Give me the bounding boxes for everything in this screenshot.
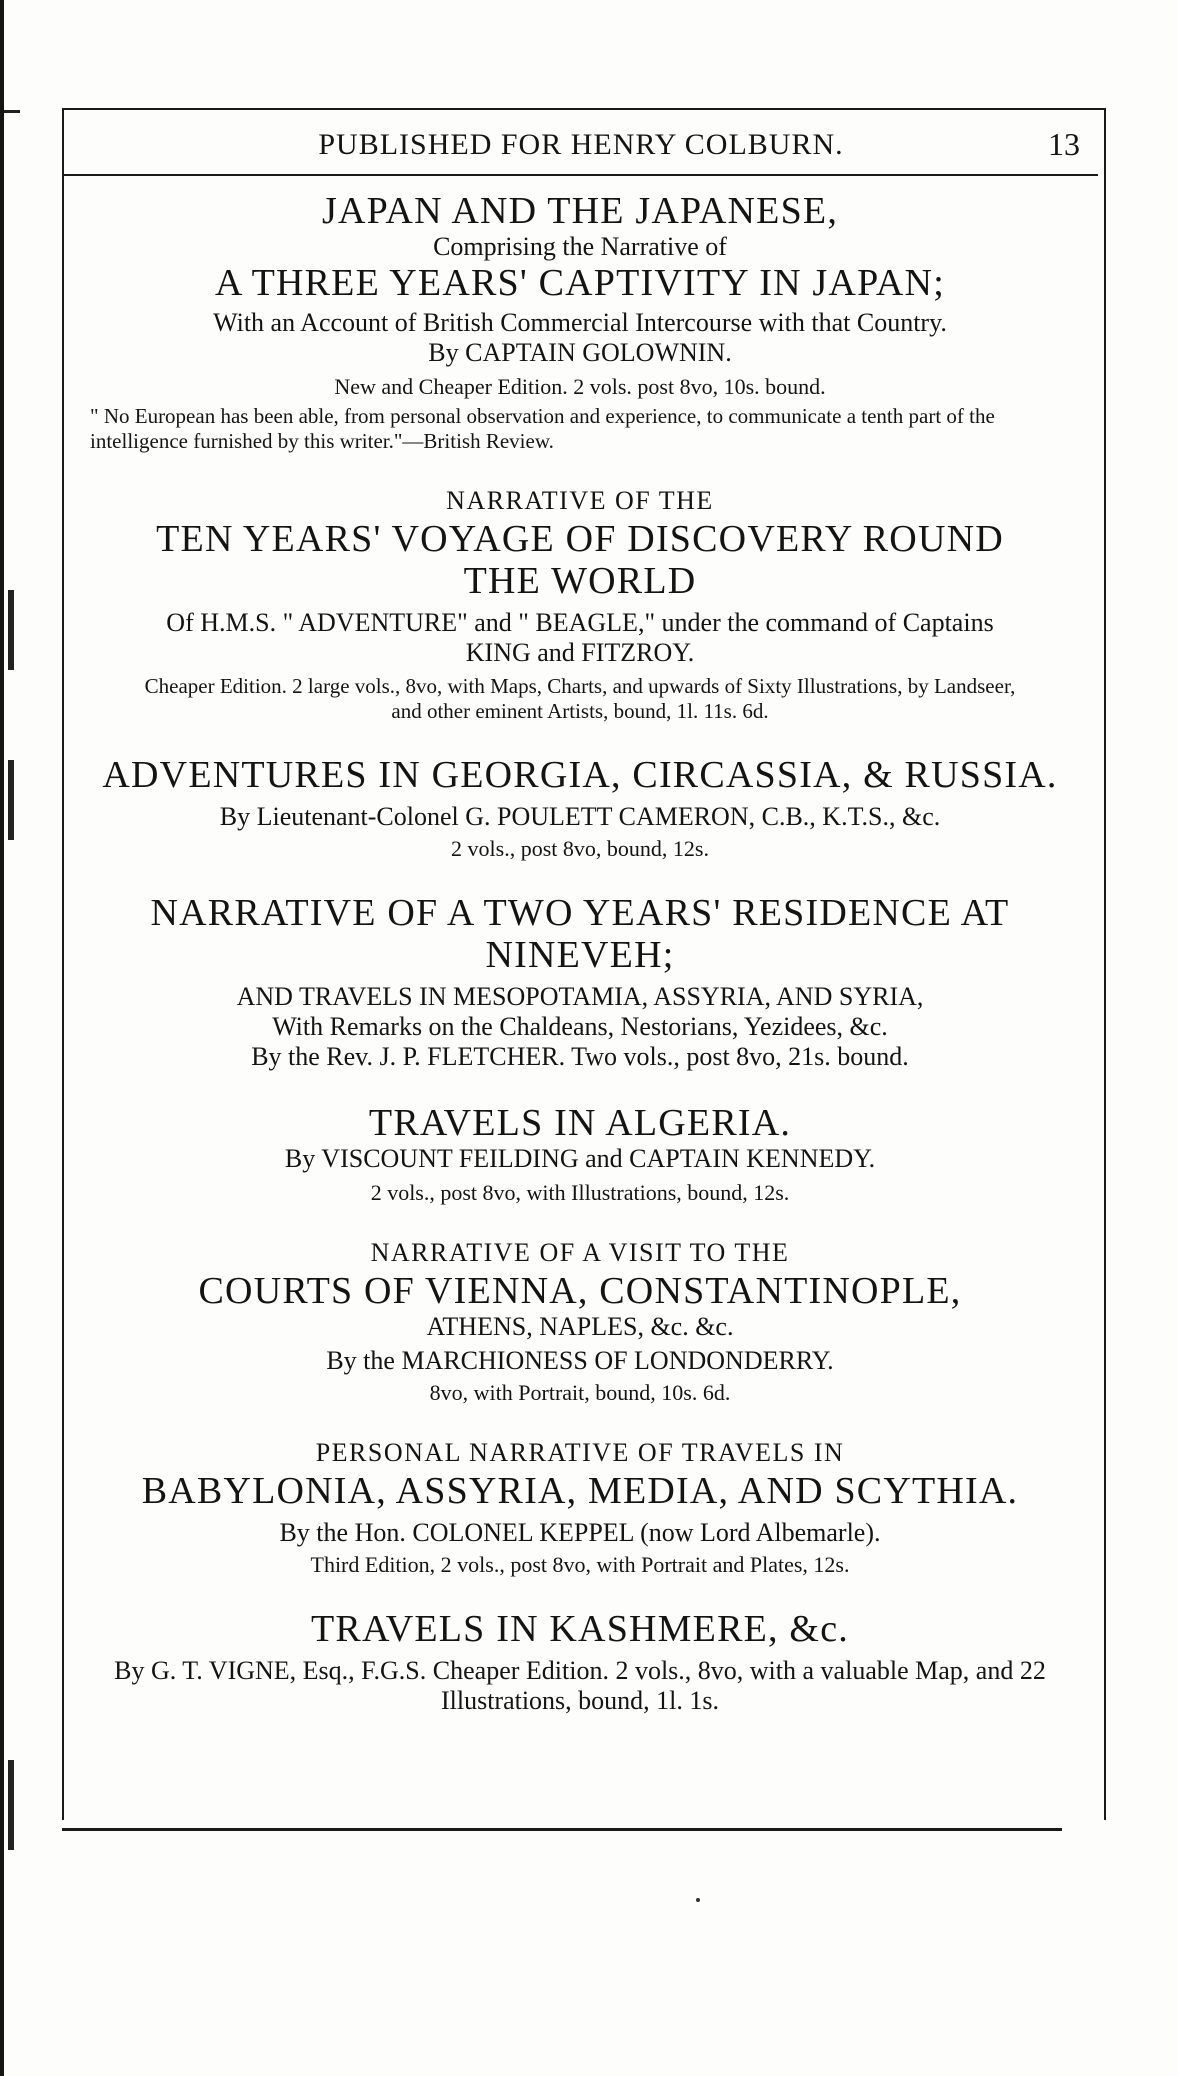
entry-author: By the MARCHIONESS OF LONDONDERRY. [326, 1346, 834, 1375]
entry-title: BABYLONIA, ASSYRIA, MEDIA, AND SCYTHIA. [141, 1470, 1019, 1512]
entry-edition: 2 vols., post 8vo, bound, 12s. [451, 836, 709, 861]
entry-kicker: NARRATIVE OF THE [446, 486, 714, 515]
binding-mark [8, 590, 14, 670]
entry-review-quote: " No European has been able, from personal observation and experience, to communicate a tenth part of the intelligence furnished by this writer."—British Review. [90, 404, 995, 453]
entry-edition: New and Cheaper Edition. 2 vols. post 8vo, 10s. bound. [334, 374, 826, 399]
entry-author: By VISCOUNT FEILDING and CAPTAIN KENNEDY. [284, 1144, 876, 1173]
entry-voyage [70, 484, 1090, 724]
entry-author: By the Rev. J. P. FLETCHER. Two vols., post 8vo, 21s. bound. [251, 1042, 909, 1071]
binding-mark [8, 760, 14, 840]
entry-title: ADVENTURES IN GEORGIA, CIRCASSIA, & RUSSIA. [102, 754, 1058, 796]
entry-subtitle: ATHENS, NAPLES, &c. &c. [426, 1312, 734, 1341]
ink-speck [696, 1898, 700, 1902]
entry-georgia [70, 754, 1090, 862]
entry-edition: 2 vols., post 8vo, with Illustrations, bound, 12s. [370, 1180, 790, 1205]
entry-kicker: PERSONAL NARRATIVE OF TRAVELS IN [315, 1438, 845, 1467]
entry-line: Comprising the Narrative of [433, 232, 727, 261]
entry-babylonia [70, 1436, 1090, 1578]
running-head [64, 122, 1098, 176]
entry-vienna [70, 1236, 1090, 1406]
entry-subtitle: A THREE YEARS' CAPTIVITY IN JAPAN; [215, 262, 945, 304]
entry-edition: 8vo, with Portrait, bound, 10s. 6d. [429, 1380, 731, 1405]
advertisement-list [70, 180, 1090, 1716]
entry-japan [70, 190, 1090, 454]
entry-title: COURTS OF VIENNA, CONSTANTINOPLE, [198, 1270, 962, 1312]
entry-kicker: NARRATIVE OF A VISIT TO THE [370, 1238, 790, 1267]
page-number: 13 [1048, 126, 1080, 162]
entry-edition: Cheaper Edition. 2 large vols., 8vo, with Maps, Charts, and upwards of Sixty Illustrations, by Landseer, and other eminent Artists, bound, 1l. 11s. 6d. [144, 674, 1016, 723]
entry-line: With an Account of British Commercial Intercourse with that Country. [213, 308, 947, 337]
entry-nineveh [70, 892, 1090, 1072]
entry-edition: Third Edition, 2 vols., post 8vo, with Portrait and Plates, 12s. [310, 1552, 850, 1577]
running-head-title: PUBLISHED FOR HENRY COLBURN. [318, 128, 844, 161]
entry-author: By CAPTAIN GOLOWNIN. [428, 338, 732, 367]
entry-author: By Lieutenant-Colonel G. POULETT CAMERON, C.B., K.T.S., &c. [219, 802, 941, 831]
entry-title: NARRATIVE OF A TWO YEARS' RESIDENCE AT NINEVEH; [150, 892, 1010, 976]
binding-mark [8, 1760, 14, 1850]
entry-algeria [70, 1102, 1090, 1206]
entry-title: JAPAN AND THE JAPANESE, [321, 190, 839, 232]
page-frame-bottom-rule [62, 1828, 1062, 1831]
binding-edge [0, 0, 4, 2076]
entry-line: Of H.M.S. " ADVENTURE" and " BEAGLE," under the command of Captains KING and FITZROY. [166, 608, 994, 667]
entry-title: TRAVELS IN KASHMERE, &c. [311, 1608, 849, 1650]
entry-title: TRAVELS IN ALGERIA. [368, 1102, 792, 1144]
entry-title: TEN YEARS' VOYAGE OF DISCOVERY ROUND THE WORLD [156, 518, 1004, 602]
entry-author: By the Hon. COLONEL KEPPEL (now Lord Albemarle). [279, 1518, 881, 1547]
entry-author: By G. T. VIGNE, Esq., F.G.S. Cheaper Edition. 2 vols., 8vo, with a valuable Map, and 22 Illustrations, bound, 1l. 1s. [114, 1656, 1046, 1715]
entry-kashmere [70, 1608, 1090, 1716]
entry-subtitle: AND TRAVELS IN MESOPOTAMIA, ASSYRIA, AND SYRIA, [236, 982, 924, 1011]
entry-line: With Remarks on the Chaldeans, Nestorians, Yezidees, &c. [272, 1012, 888, 1041]
binding-mark [4, 110, 20, 113]
